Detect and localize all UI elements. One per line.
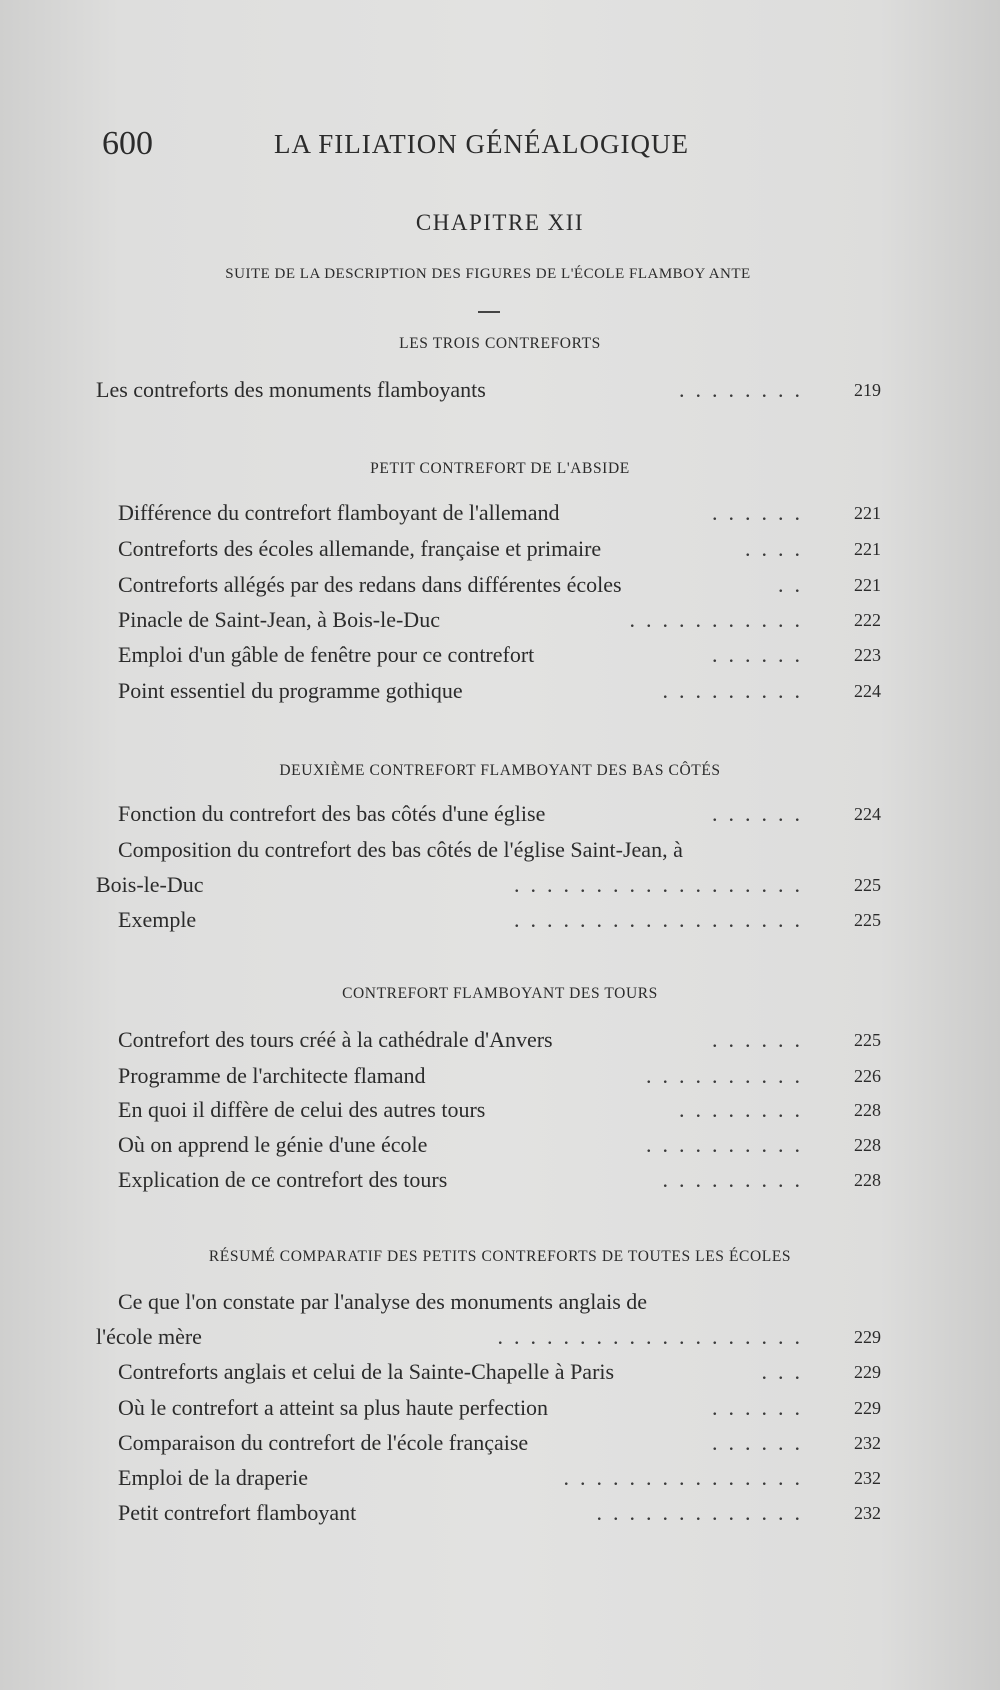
leader-dots: ................... bbox=[497, 1324, 811, 1349]
entry-page: 222 bbox=[854, 610, 881, 630]
entry-text: Où on apprend le génie d'une école bbox=[118, 1132, 428, 1157]
toc-entry bbox=[96, 1356, 881, 1388]
toc-entry bbox=[96, 798, 881, 830]
leader-dots: ............. bbox=[596, 1500, 811, 1525]
toc-entry bbox=[96, 1462, 881, 1494]
toc-entry bbox=[96, 639, 881, 671]
entry-page: 229 bbox=[854, 1398, 881, 1418]
entry-text: Contrefort des tours créé à la cathédrale d'Anvers bbox=[118, 1027, 553, 1052]
leader-dots: ...... bbox=[712, 801, 811, 826]
toc-entry bbox=[96, 604, 881, 636]
toc-entry bbox=[96, 1164, 881, 1196]
leader-dots: .................. bbox=[514, 907, 811, 932]
toc-entry bbox=[96, 869, 881, 901]
leader-dots: ......... bbox=[662, 678, 811, 703]
book-title: LA FILIATION GÉNÉALOGIQUE bbox=[274, 129, 689, 159]
leader-dots: ...... bbox=[712, 1027, 811, 1052]
entry-page: 225 bbox=[854, 1030, 881, 1050]
page-number: 600 bbox=[102, 125, 153, 162]
entry-page: 232 bbox=[854, 1433, 881, 1453]
toc-entry bbox=[96, 1060, 881, 1092]
entry-text: Pinacle de Saint-Jean, à Bois-le-Duc bbox=[118, 607, 440, 632]
leader-dots: ............... bbox=[563, 1465, 811, 1490]
toc-entry bbox=[96, 1094, 881, 1126]
entry-text: Contreforts allégés par des redans dans différentes écoles bbox=[118, 572, 622, 597]
leader-dots: ...... bbox=[712, 642, 811, 667]
leader-dots: ......... bbox=[662, 1167, 811, 1192]
leader-dots: ...... bbox=[712, 500, 811, 525]
toc-entry bbox=[96, 904, 881, 936]
entry-text: Différence du contrefort flamboyant de l'allemand bbox=[118, 500, 560, 525]
entry-text: Programme de l'architecte flamand bbox=[118, 1063, 426, 1088]
section-heading: PETIT CONTREFORT DE L'ABSIDE bbox=[370, 460, 630, 477]
toc-entry bbox=[96, 569, 881, 601]
running-head bbox=[102, 125, 722, 169]
entry-page: 229 bbox=[854, 1362, 881, 1382]
entry-text: Contreforts anglais et celui de la Sainte-Chapelle à Paris bbox=[118, 1359, 615, 1384]
leader-dots: .. bbox=[778, 572, 811, 597]
entry-page: 228 bbox=[854, 1170, 881, 1190]
entry-page: 219 bbox=[854, 380, 881, 400]
entry-page: 225 bbox=[854, 910, 881, 930]
entry-continuation: l'école mère bbox=[96, 1324, 202, 1349]
entry-page: 223 bbox=[854, 645, 881, 665]
entry-page: 224 bbox=[854, 681, 881, 701]
entry-page: 232 bbox=[854, 1503, 881, 1523]
chapter-title: CHAPITRE XII bbox=[415, 210, 585, 235]
entry-page: 225 bbox=[854, 875, 881, 895]
entry-text: Contreforts des écoles allemande, française et primaire bbox=[118, 536, 602, 561]
leader-dots: .................. bbox=[514, 872, 811, 897]
entry-text: Les contreforts des monuments flamboyants bbox=[96, 377, 486, 402]
entry-page: 228 bbox=[854, 1100, 881, 1120]
leader-dots: ... bbox=[761, 1359, 811, 1384]
leader-dots: .......... bbox=[646, 1063, 811, 1088]
entry-page: 228 bbox=[854, 1135, 881, 1155]
entry-text: En quoi il diffère de celui des autres tours bbox=[118, 1097, 486, 1122]
section-heading: RÉSUMÉ COMPARATIF DES PETITS CONTREFORTS DE TOUTES LES ÉCOLES bbox=[208, 1248, 792, 1265]
entry-continuation: Bois-le-Duc bbox=[96, 872, 204, 897]
leader-dots: ........ bbox=[679, 377, 811, 402]
section-heading: CONTREFORT FLAMBOYANT DES TOURS bbox=[342, 985, 658, 1002]
entry-text: Explication de ce contrefort des tours bbox=[118, 1167, 448, 1192]
entry-text: Emploi de la draperie bbox=[118, 1465, 308, 1490]
leader-dots: ........ bbox=[679, 1097, 811, 1122]
leader-dots: ...... bbox=[712, 1430, 811, 1455]
toc-entry bbox=[96, 1497, 881, 1529]
section-heading: LES TROIS CONTREFORTS bbox=[399, 335, 601, 352]
leader-dots: ...... bbox=[712, 1395, 811, 1420]
leader-dots: ........... bbox=[629, 607, 811, 632]
chapter-subtitle: SUITE DE LA DESCRIPTION DES FIGURES DE L'ÉCOLE FLAMBOY ANTE bbox=[225, 266, 751, 282]
entry-page: 229 bbox=[854, 1327, 881, 1347]
entry-text: Comparaison du contrefort de l'école française bbox=[118, 1430, 529, 1455]
entry-page: 224 bbox=[854, 804, 881, 824]
leader-dots: .......... bbox=[646, 1132, 811, 1157]
entry-page: 221 bbox=[854, 503, 881, 523]
entry-text: Ce que l'on constate par l'analyse des monuments anglais de bbox=[118, 1289, 648, 1314]
entry-text: Composition du contrefort des bas côtés de l'église Saint-Jean, à bbox=[118, 837, 683, 862]
toc-entry bbox=[96, 675, 881, 707]
toc-entry bbox=[96, 1129, 881, 1161]
toc-entry bbox=[96, 497, 881, 529]
entry-page: 226 bbox=[854, 1066, 881, 1086]
entry-page: 221 bbox=[854, 539, 881, 559]
toc-entry bbox=[96, 533, 881, 565]
leader-dots: .... bbox=[745, 536, 811, 561]
separator-rule bbox=[478, 311, 500, 313]
entry-text: Point essentiel du programme gothique bbox=[118, 678, 463, 703]
toc-entry bbox=[96, 1427, 881, 1459]
section-heading: DEUXIÈME CONTREFORT FLAMBOYANT DES BAS CÔTÉS bbox=[279, 762, 721, 779]
toc-entry bbox=[96, 1024, 881, 1056]
entry-text: Où le contrefort a atteint sa plus haute perfection bbox=[118, 1395, 549, 1420]
entry-text: Exemple bbox=[118, 907, 197, 932]
toc-entry bbox=[96, 1392, 881, 1424]
entry-text: Emploi d'un gâble de fenêtre pour ce contrefort bbox=[118, 642, 535, 667]
entry-text: Petit contrefort flamboyant bbox=[118, 1500, 357, 1525]
entry-page: 221 bbox=[854, 575, 881, 595]
toc-entry bbox=[96, 1321, 881, 1353]
entry-page: 232 bbox=[854, 1468, 881, 1488]
entry-text: Fonction du contrefort des bas côtés d'une église bbox=[118, 801, 546, 826]
toc-entry bbox=[96, 374, 881, 406]
